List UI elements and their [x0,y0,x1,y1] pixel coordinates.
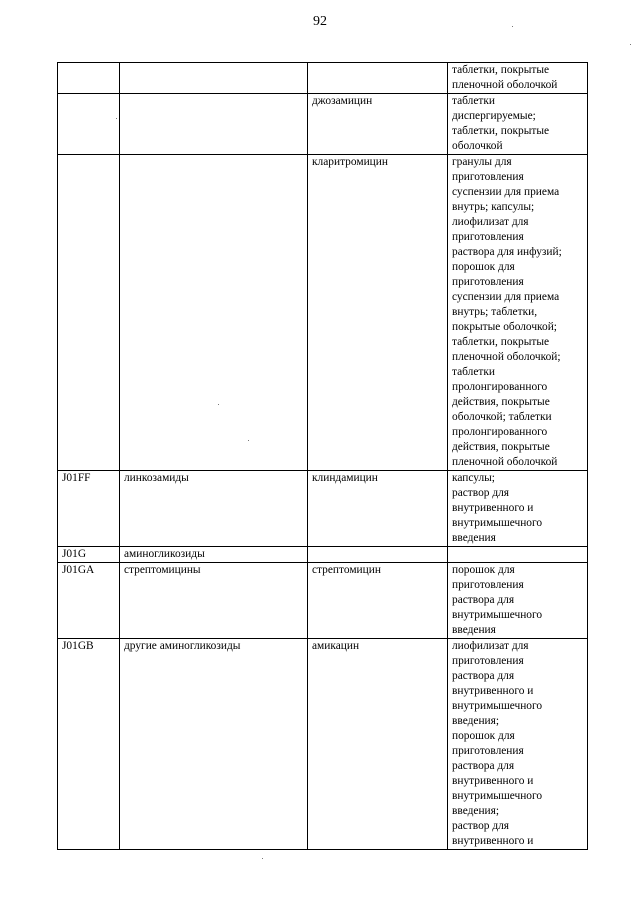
dosage-form-line: раствор для [452,820,510,832]
scan-speck [218,404,219,405]
table-row [58,563,588,639]
drug-name-cell: джозамицин [308,94,448,155]
dosage-form-line: приготовления [452,276,524,288]
dosage-form-line: внутривенного и [452,835,534,847]
scan-speck [512,26,513,27]
dosage-form-line: гранулы для [452,156,512,168]
dosage-form-line: введения [452,624,496,636]
table-body [58,63,588,850]
dosage-forms-cell [448,563,588,639]
atc-code-cell [58,63,120,94]
table-row [58,639,588,850]
group-name-cell [120,63,308,94]
dosage-form-line: раствор для [452,487,510,499]
dosage-form-line: внутримышечного [452,700,543,712]
dosage-form-line: таблетки, покрытые [452,336,550,348]
dosage-form-line: введения; [452,715,500,727]
group-name-cell: аминогликозиды [120,547,308,563]
dosage-form-line: раствора для [452,670,515,682]
table-row [58,547,588,563]
drug-name-cell: кларитромицин [308,155,448,471]
table-row [58,471,588,547]
dosage-form-line: оболочкой; таблетки [452,411,552,423]
dosage-form-line: капсулы; [452,472,495,484]
dosage-form-line: внутримышечного [452,517,543,529]
dosage-form-line: суспензии для приема [452,291,560,303]
dosage-form-line: приготовления [452,655,524,667]
dosage-form-line: таблетки [452,366,496,378]
dosage-form-line: раствора для [452,594,515,606]
dosage-forms-cell [448,547,588,563]
dosage-form-line: раствора для инфузий; [452,246,562,258]
dosage-forms-cell [448,471,588,547]
dosage-form-line: внутривенного и [452,502,534,514]
dosage-form-line: порошок для [452,564,515,576]
dosage-form-line: покрытые оболочкой; [452,321,557,333]
dosage-form-line: раствора для [452,760,515,772]
dosage-form-line: таблетки, покрытые [452,125,550,137]
dosage-form-line: порошок для [452,261,515,273]
dosage-form-line: действия, покрытые [452,441,550,453]
dosage-form-line: суспензии для приема [452,186,560,198]
dosage-form-line: таблетки [452,95,496,107]
group-name-cell [120,155,308,471]
dosage-form-line: таблетки, покрытые [452,64,550,76]
drug-name-cell: клиндамицин [308,471,448,547]
atc-code-cell: J01FF [58,471,120,547]
dosage-form-line: диспергируемые; [452,110,536,122]
dosage-forms-cell [448,639,588,850]
dosage-forms-cell [448,94,588,155]
group-name-cell: другие аминогликозиды [120,639,308,850]
drug-name-cell: амикацин [308,639,448,850]
group-name-cell: линкозамиды [120,471,308,547]
scan-speck [262,858,263,859]
dosage-form-line: действия, покрытые [452,396,550,408]
atc-code-cell: J01GB [58,639,120,850]
dosage-form-line: внутрь; капсулы; [452,201,535,213]
dosage-form-line: пролонгированного [452,426,548,438]
dosage-form-line: приготовления [452,579,524,591]
group-name-cell: стрептомицины [120,563,308,639]
dosage-form-line: порошок для [452,730,515,742]
drug-table [57,62,588,850]
dosage-form-line: лиофилизат для [452,216,529,228]
group-name-cell [120,94,308,155]
scan-speck [248,440,249,441]
atc-code-cell [58,155,120,471]
atc-code-cell [58,94,120,155]
dosage-forms-cell [448,63,588,94]
atc-code-cell: J01GA [58,563,120,639]
dosage-form-line: пленочной оболочкой [452,456,558,468]
drug-name-cell: стрептомицин [308,563,448,639]
table-row [58,63,588,94]
dosage-form-line: лиофилизат для [452,640,529,652]
scan-speck [116,118,117,119]
dosage-form-line: внутривенного и [452,685,534,697]
dosage-form-line: внутримышечного [452,790,543,802]
dosage-form-line: внутримышечного [452,609,543,621]
dosage-form-line: введения [452,532,496,544]
dosage-form-line: приготовления [452,231,524,243]
dosage-form-line: пленочной оболочкой; [452,351,561,363]
dosage-form-line: приготовления [452,171,524,183]
scan-speck [630,44,631,45]
dosage-form-line: приготовления [452,745,524,757]
drug-name-cell [308,63,448,94]
dosage-form-line: внутрь; таблетки, [452,306,538,318]
dosage-form-line: введения; [452,805,500,817]
table-row [58,155,588,471]
dosage-form-line: оболочкой [452,140,503,152]
table-row [58,94,588,155]
page-number: 92 [313,14,327,29]
dosage-forms-cell [448,155,588,471]
dosage-form-line: пролонгированного [452,381,548,393]
atc-code-cell: J01G [58,547,120,563]
dosage-form-line: внутривенного и [452,775,534,787]
drug-name-cell [308,547,448,563]
dosage-form-line: пленочной оболочкой [452,79,558,91]
